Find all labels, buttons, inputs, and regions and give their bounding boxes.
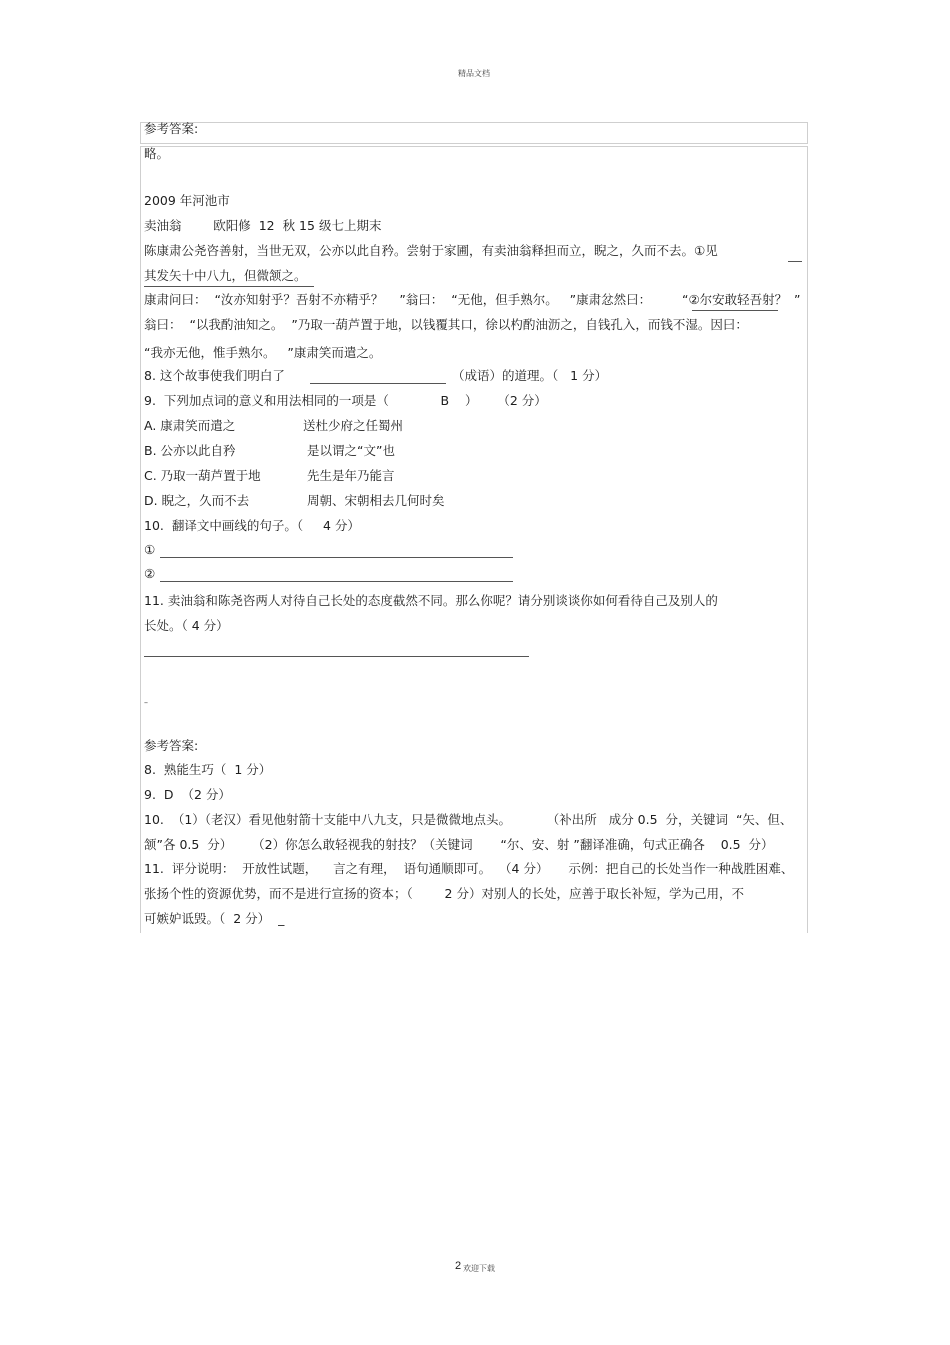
underline-sentence-1 <box>144 286 314 287</box>
question-8-suffix: （成语）的道理。（ 1 分） <box>452 368 608 383</box>
passage-source: 2009 年河池市 <box>144 193 230 208</box>
page-number: 2 <box>455 1260 462 1272</box>
passage-line-3b: “②尔安敢轻吾射？ <box>682 292 788 307</box>
question-10-blank-2 <box>160 581 513 582</box>
line-end-mark <box>788 261 802 262</box>
question-9-option-a-left: A. 康肃笑而遣之 <box>144 418 236 433</box>
question-11-line-2: 长处。（ 4 分） <box>144 618 229 633</box>
answer-label-top: 参考答案: <box>144 121 199 136</box>
question-8-prefix: 8. 这个故事使我们明白了 <box>144 368 285 383</box>
passage-line-5: “我亦无他，惟手熟尔。 ”康肃笑而遣之。 <box>144 345 382 360</box>
question-9-option-c-left: C. 乃取一葫芦置于地 <box>144 468 261 483</box>
answer-10-line-1: 10. （1）（老汉）看见他射箭十支能中八九支，只是微微地点头。 （补出所 成分 0.5 分，关键词 “矢、但、 <box>144 812 793 827</box>
passage-line-4: 翁曰： “以我酌油知之。 ”乃取一葫芦置于地，以钱覆其口，徐以杓酌油沥之，自钱孔入，而钱不湿。因曰： <box>144 317 748 332</box>
answer-11-line-2: 张扬个性的资源优势，而不是进行宣扬的资本；（ 2 分）对别人的长处，应善于取长补短，学为己用，不 <box>144 886 744 901</box>
question-9-option-a-right: 送杜少府之任蜀州 <box>303 418 404 433</box>
footer-text: 欢迎下载 <box>463 1264 495 1273</box>
passage-title: 卖油翁 欧阳修 12 秋 15 级七上期末 <box>144 218 382 233</box>
question-10-blank-2-marker: ② <box>144 566 156 581</box>
question-11-blank <box>144 656 529 657</box>
question-9-option-b-right: 是以谓之“文”也 <box>307 443 395 458</box>
underline-sentence-2 <box>692 310 778 311</box>
answers-label: 参考答案: <box>144 738 199 753</box>
question-10-blank-1 <box>160 557 513 558</box>
question-9-option-d-right: 周朝、宋朝相去几何时矣 <box>307 493 445 508</box>
answer-11-line-1: 11. 评分说明： 开放性试题， 言之有理， 语句通顺即可。 （4 分） 示例：把自己的长处当作一种战胜困难、 <box>144 861 794 876</box>
question-10-blank-1-marker: ① <box>144 542 156 557</box>
separator-dash: – <box>144 698 148 707</box>
passage-line-3: 康肃问曰： “汝亦知射乎？吾射不亦精乎？ ”翁曰： “无他，但手熟尔。 ”康肃忿然曰： <box>144 292 652 307</box>
answer-10-line-2: 颔”各 0.5 分） （2）你怎么敢轻视我的射技？（关键词 “尔、安、射 ”翻译准确，句式正确各 0.5 分） <box>144 837 774 852</box>
page-header: 精品文档 <box>458 69 490 78</box>
answer-label-box <box>140 122 808 144</box>
answer-text-top: 略。 <box>144 146 170 161</box>
question-11-line-1: 11. 卖油翁和陈尧咨两人对待自己长处的态度截然不同。那么你呢？请分别谈谈你如何看待自己及别人的 <box>144 593 718 608</box>
answer-8: 8. 熟能生巧（ 1 分） <box>144 762 272 777</box>
question-10-stem: 10. 翻译文中画线的句子。（ 4 分） <box>144 518 360 533</box>
passage-line-3c: ” <box>794 292 801 307</box>
question-9-option-b-left: B. 公亦以此自矜 <box>144 443 236 458</box>
answer-11-line-3: 可嫉妒诋毁。（ 2 分） _ <box>144 911 285 926</box>
passage-line-2: 其发矢十中八九，但微颔之。 <box>144 268 307 283</box>
passage-line-1: 陈康肃公尧咨善射，当世无双，公亦以此自矜。尝射于家圃，有卖油翁释担而立，睨之，久而不去。①见 <box>144 243 718 258</box>
question-9-option-c-right: 先生是年乃能言 <box>307 468 395 483</box>
question-9-stem: 9. 下列加点词的意义和用法相同的一项是（ B ） （2 分） <box>144 393 547 408</box>
answer-9: 9. D （2 分） <box>144 787 231 802</box>
question-9-option-d-left: D. 睨之，久而不去 <box>144 493 250 508</box>
question-8-blank <box>310 383 446 384</box>
